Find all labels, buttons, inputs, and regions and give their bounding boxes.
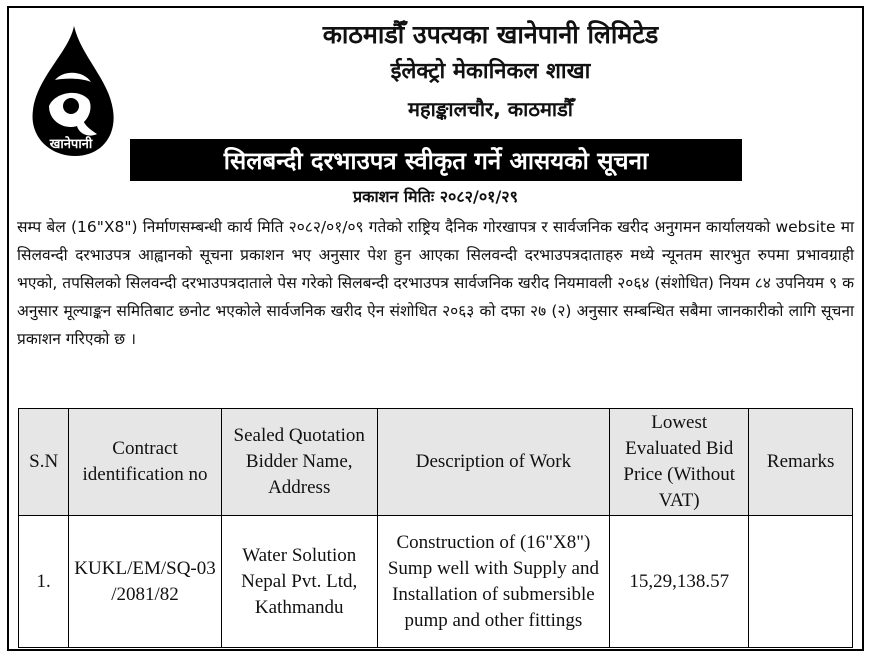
- table-header-row: [19, 409, 853, 516]
- header-remarks: Remarks: [749, 409, 853, 516]
- header-sn: S.N: [19, 409, 69, 516]
- notice-page: [7, 6, 864, 651]
- notice-body: सम्प बेल (16"X8") निर्माणसम्बन्धी कार्य मिति २०८२/०१/०९ गतेको राष्ट्रिय दैनिक गोरखापत्र र सार्वजनिक खरीद अनुगमन कार्यालयको website मा सिलवन्दी दरभाउपत्र आह्वानको सूचना प्रकाशन भए अनुसार पेश हुन आएका सिलवन्दी दरभाउपत्रदाताहरु मध्ये न्यूनतम सारभुत रुपमा प्रभावग्राही भएको, तपसिलको सिलवन्दी दरभाउपत्रदाताले पेस गरेको सिलबन्दी दरभाउपत्र सार्वजनिक खरीद नियमावली २०६४ (संशोधित) नियम ८४ उपनियम ९ क अनुसार मूल्याङ्कन समितिबाट छनोट भएकोले सार्वजनिक खरीद ऐन संशोधित २०६३ को दफा २७ (२) अनुसार सम्बन्धित सबैमा जानकारीको लागि सूचना प्रकाशन गरिएको छ ।: [17, 218, 854, 348]
- publication-label: प्रकाशन मितिः: [353, 187, 435, 206]
- publication-date: [9, 185, 862, 207]
- cell-bidder: Water Solution Nepal Pvt. Ltd, Kathmandu: [221, 516, 377, 648]
- header: [129, 14, 852, 124]
- branch-name: ईलेक्ट्रो मेकानिकल शाखा: [390, 59, 591, 84]
- cell-remarks: [749, 516, 853, 648]
- header-price: Lowest Evaluated Bid Price (Without VAT): [610, 409, 749, 516]
- table-row: [19, 516, 853, 648]
- cell-price: 15,29,138.57: [610, 516, 749, 648]
- water-drop-logo-icon: [19, 22, 119, 162]
- header-contract: Contract identification no: [69, 409, 221, 516]
- cell-contract: KUKL/EM/SQ-03 /2081/82: [69, 516, 221, 648]
- logo-text: खानेपानी: [49, 137, 93, 152]
- address: महाङ्कालचौर, काठमाडौँ: [408, 97, 573, 121]
- cell-description: Construction of (16"X8") Sump well with Supply and Installation of submersible pump and other fittings: [377, 516, 609, 648]
- organization-name: काठमाडौँ उपत्यका खानेपानी लिमिटेड: [322, 20, 659, 49]
- bid-table: [18, 408, 853, 648]
- publication-date-value: २०८२/०१/२९: [439, 187, 518, 206]
- header-bidder: Sealed Quotation Bidder Name, Address: [221, 409, 377, 516]
- notice-title: सिलबन्दी दरभाउपत्र स्वीकृत गर्ने आसयको सूचना: [130, 139, 742, 181]
- cell-sn: 1.: [19, 516, 69, 648]
- header-description: Description of Work: [377, 409, 609, 516]
